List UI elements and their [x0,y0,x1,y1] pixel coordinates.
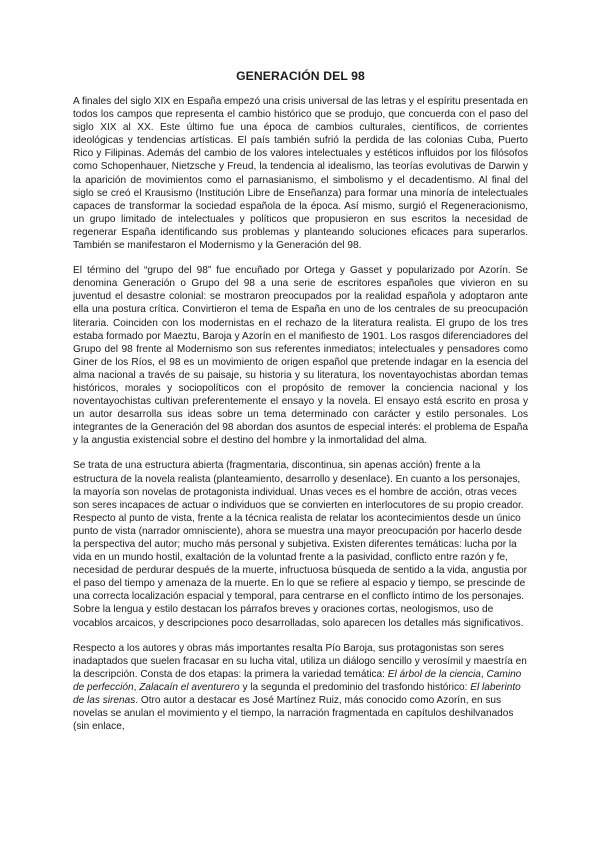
authors-text-1: Respecto a los autores y obras más importantes resalta Pío Baroja, sus protagonistas son seres inadaptados que suelen fracasar en su lucha vital, utiliza un diálogo sencillo y verosímil y maestría en la descripción. Consta de dos etapas: la primera la variedad temática: [73,642,527,680]
paragraph-authors [73,642,528,734]
work-title-zalacain: Zalacaín el aventurero [139,681,240,693]
paragraph-structure: Se trata de una estructura abierta (fragmentaria, discontinua, sin apenas acción) frente a la estructura de la novela realista (planteamiento, desarrollo y desenlace). En cuanto a los personajes, la mayoría son novelas de protagonista individual. Unas veces es el hombre de acción, otras veces son seres incapaces de actuar o individuos que se convierten en interlocutores de su propio creador. Respecto al punto de vista, frente a la técnica realista de relatar los acontecimientos desde un único punto de vista (narrador omnisciente), ahora se muestra una mayor preocupación por hacerlo desde la perspectiva del autor; mucho más personal y subjetiva. Existen diferentes temáticas: lucha por la vida en un mundo hostil, exaltación de la voluntad frente a la pasividad, conflicto entre razón y fe, necesidad de perdurar después de la muerte, infructuosa búsqueda de sentido a la vida, angustia por el paso del tiempo y amenaza de la muerte. En lo que se refiere al espacio y tiempo, se prescinde de una correcta localización espacial y temporal, para centrarse en el conflicto íntimo de los personajes. Sobre la lengua y estilo destacan los párrafos breves y oraciones cortas, neologismos, uso de vocablos arcaicos, y descripciones poco desarrolladas, solo aparecen los detalles más significativos. [73,460,527,629]
work-title-arbol: El árbol de la ciencia [387,668,481,680]
work-title-camino: Camino de perfección [73,668,522,693]
authors-text-3: . Otro autor a destacar es José Martínez Ruiz, más conocido como Azorín, en sus novelas se anulan el movimiento y el tiempo, la narración fragmentada en capítulos deshilvanados (sin enlace, [73,695,514,733]
paragraph-definition: El término del “grupo del 98” fue encuñado por Ortega y Gasset y popularizado por Azorín. Se denomina Generación o Grupo del 98 a una serie de escritores españoles que vivieron en su juventud el desastre colonial: se mostraron preocupados por la realidad española y adoptaron ante ella una postura crítica. Convirtieron el tema de España en uno de los centrales de su preocupación literaria. Coinciden con los modernistas en el rechazo de la literatura realista. El grupo de los tres estaba formado por Maeztu, Baroja y Azorín en el manifiesto de 1901. Los rasgos diferenciadores del Grupo del 98 frente al Modernismo son sus referentes inmediatos; intelectuales y pensadores como Giner de los Ríos, el 98 es un movimiento de origen español que pretende indagar en la esencia del alma nacional a través de su paisaje, su historia y su literatura, los noventayochistas abordan temas históricos, morales y sociopolíticos con el propósito de remover la conciencia nacional y los noventayochistas cultivan preferentemente el ensayo y la novela. El ensayo está escrito en prosa y un autor desarrolla sus ideas sobre un tema determinado con carácter y estilo personales. Los integrantes de la Generación del 98 abordan dos asuntos de especial interés: el problema de España y la angustia existencial sobre el destino del hombre y la inmortalidad del alma. [73,265,528,447]
work-title-laberinto: El laberinto de las sirenas [73,681,521,707]
authors-text-2: y la segunda el predominio del trasfondo histórico: [239,681,471,693]
separator: , [480,668,487,680]
separator: , [133,681,140,693]
paragraph-context: A finales del siglo XIX en España empezó una crisis universal de las letras y el espíritu presentada en todos los campos que representa el cambio histórico que se produjo, que concuerda con el paso del siglo XIX al XX. Este último fue una época de cambios culturales, científicos, de corrientes ideológicas y tendencias artísticas. El país también sufrió la perdida de las colonias Cuba, Puerto Rico y Filipinas. Además del cambio de los valores intelectuales y estéticos influidos por los filósofos como Schopenhauer, Nietzsche y Freud, la tendencia al idealismo, las teorías evolutivas de Darwin y la aparición de movimientos como el parnasianismo, el simbolismo y el decadentismo. Al final del siglo se creó el Krausismo (Institución Libre de Enseñanza) para formar una minoría de intelectuales capaces de transformar la sociedad española de la época. Así mismo, surgió el Regeneracionismo, un grupo limitado de intelectuales y políticos que propusieron en sus escritos la necesidad de regenerar España identificando sus problemas y planteando soluciones eficaces para superarlos. También se manifestaron el Modernismo y la Generación del 98. [73,96,528,252]
document-title: GENERACIÓN DEL 98 [236,69,365,83]
